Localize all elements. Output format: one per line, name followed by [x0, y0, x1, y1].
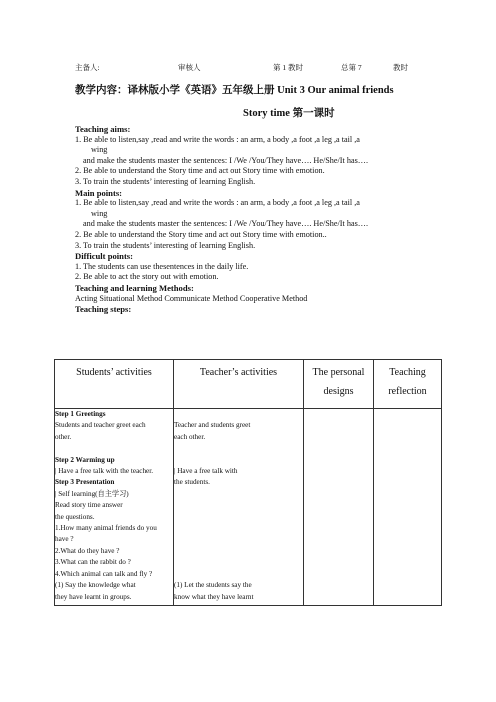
cell-line	[174, 534, 303, 545]
personal-designs-cell	[304, 409, 374, 606]
teaching-steps-table	[54, 359, 442, 606]
preparer-label: 主备人:	[75, 63, 100, 72]
teaching-reflection-cell	[374, 409, 442, 606]
col-header-personal-label-1: The personal	[312, 367, 365, 378]
cell-line: Step 3 Presentation	[55, 478, 115, 487]
cell-line	[174, 512, 303, 523]
cell-line: (1) Say the knowledge what	[55, 581, 136, 590]
cell-line	[174, 409, 303, 420]
lesson-number: 第 1 教时	[273, 63, 303, 72]
cell-line: 4.Which animal can talk and fly ?	[55, 569, 153, 578]
page-title: 教学内容：译林版小学《英语》五年级上册 Unit 3 Our animal friends	[75, 85, 394, 96]
main-points-heading: Main points:	[75, 187, 123, 198]
table-header-row	[55, 360, 442, 409]
col-header-teachers	[174, 360, 304, 409]
aims-item: 1. Be able to listen,say ,read and write the words : an arm, a body ,a foot ,a leg ,a tail ,a	[75, 134, 360, 144]
main-point-item: 3. To train the students’ interesting of learning English.	[75, 240, 256, 250]
col-header-students	[55, 360, 174, 409]
cell-line: the questions.	[55, 512, 95, 521]
aims-item: 2. Be able to understand the Story time and act out Story time with emotion.	[75, 166, 325, 176]
lesson-unit: 教时	[393, 63, 408, 72]
cell-line: 2.What do they have ?	[55, 546, 120, 555]
total-lessons: 总第 7	[341, 63, 362, 72]
cell-line: other.	[55, 432, 72, 441]
cell-line: Step 1 Greetings	[55, 410, 106, 418]
difficult-points-heading: Difficult points:	[75, 251, 134, 262]
cell-line: have ?	[55, 535, 74, 544]
main-point-item: 1. Be able to listen,say ,read and write the words : an arm, a body ,a foot ,a leg ,a tail ,a	[75, 198, 360, 208]
cell-line: | Have a free talk with the teacher.	[55, 467, 154, 476]
cell-line	[174, 489, 303, 500]
col-header-personal-designs	[304, 360, 374, 409]
cell-line	[174, 443, 303, 454]
page-subtitle: Story time 第一课时	[243, 108, 335, 119]
col-header-teachers-label: Teacher’s activities	[199, 367, 278, 378]
cell-line: Step 2 Warming up	[55, 455, 115, 464]
teachers-activities-cell	[174, 409, 304, 606]
cell-line	[55, 443, 173, 454]
cell-line: | Have a free talk with	[174, 467, 238, 476]
col-header-personal-label-2: designs	[323, 386, 354, 397]
aims-item: wing	[91, 145, 108, 155]
difficult-point-item: 2. Be able to act the story out with emotion.	[75, 272, 219, 282]
methods-list: Acting Situational Method Communicate Method Cooperative Method	[75, 293, 308, 303]
table-row	[55, 409, 442, 606]
cell-line	[174, 546, 303, 557]
cell-line	[174, 523, 303, 534]
cell-line: | Self learning(自主学习)	[55, 489, 129, 498]
main-point-item: 2. Be able to understand the Story time and act out Story time with emotion..	[75, 229, 327, 239]
cell-line: 3.What can the rabbit do ?	[55, 558, 131, 567]
cell-line: 1.How many animal friends do you	[55, 524, 157, 533]
cell-line: the students.	[174, 478, 210, 487]
cell-line: Read story time answer	[55, 501, 123, 510]
main-point-item: and make the students master the sentences: I /We /You/They have…. He/She/It has….	[83, 219, 369, 229]
col-header-teaching-reflection	[374, 360, 442, 409]
col-header-students-label: Students’ activities	[76, 367, 152, 378]
cell-line	[174, 569, 303, 580]
cell-line: (1) Let the students say the	[174, 581, 252, 590]
aims-item: 3. To train the students’ interesting of learning English.	[75, 176, 256, 186]
cell-line	[174, 557, 303, 568]
cell-line	[174, 500, 303, 511]
aims-item: and make the students master the sentences: I /We /You/They have…. He/She/It has….	[83, 155, 369, 165]
main-point-item: wing	[91, 208, 108, 218]
methods-heading: Teaching and learning Methods:	[75, 282, 194, 293]
cell-line: Teacher and students greet	[174, 421, 251, 430]
cell-line: Students and teacher greet each	[55, 421, 146, 430]
cell-line	[174, 455, 303, 466]
steps-heading: Teaching steps:	[75, 304, 132, 315]
cell-line: they have learnt in groups.	[55, 592, 132, 601]
cell-line: know what they have learnt	[174, 592, 254, 601]
difficult-point-item: 1. The students can use thesentences in the daily life.	[75, 261, 249, 271]
col-header-reflection-label-1: Teaching	[389, 367, 426, 378]
lesson-plan-body	[75, 124, 435, 315]
reviewer-label: 审核人	[178, 63, 201, 72]
students-activities-cell	[55, 409, 174, 606]
aims-heading: Teaching aims:	[75, 124, 131, 134]
cell-line: each other.	[174, 432, 206, 441]
col-header-reflection-label-2: reflection	[388, 386, 427, 397]
